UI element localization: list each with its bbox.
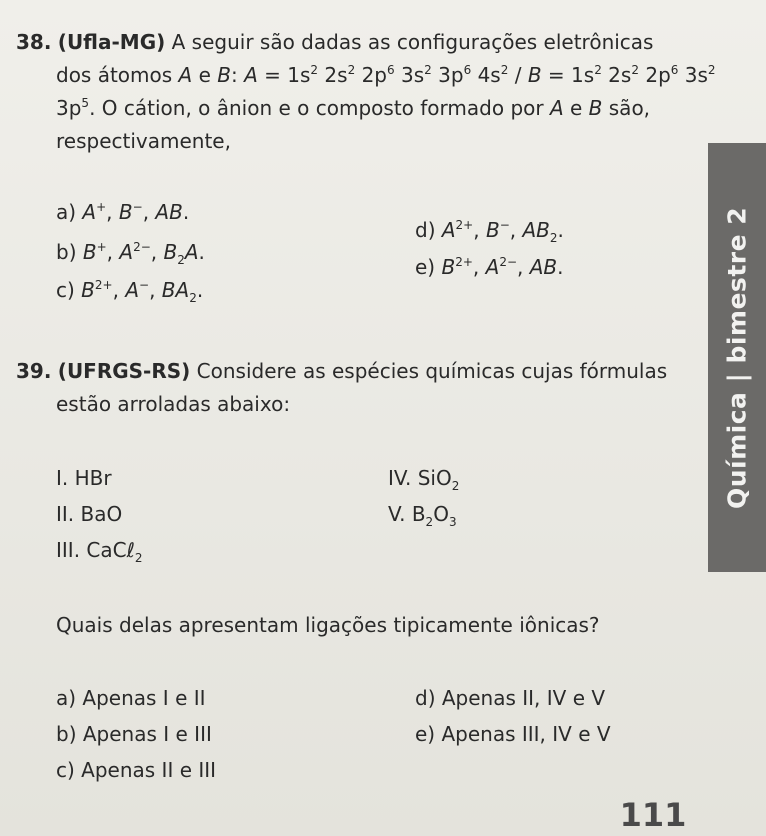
question-39-number: 39.	[16, 359, 52, 383]
question-39-line-2: estão arroladas abaixo:	[56, 392, 291, 416]
option-d-label: d)	[415, 218, 436, 242]
option-c-label: c)	[56, 278, 75, 302]
item-iii-label: III.	[56, 538, 81, 562]
question-38-option-d: d) $A^{2+}$, B−, $AB_2$.	[415, 218, 564, 245]
answer-d: d) Apenas II, IV e V	[415, 686, 606, 710]
item-ii-value: BaO	[80, 502, 123, 526]
question-38-header	[16, 30, 653, 54]
option-b-label: b)	[56, 240, 77, 264]
item-v-label: V.	[388, 502, 406, 526]
item-v: V. $B_2O_3$	[388, 502, 457, 529]
item-ii	[56, 502, 122, 526]
question-38-line-1: A seguir são dadas as configurações eletrônicas	[171, 30, 654, 54]
question-38-option-c: c) $B^{2+}$, A−, $BA_2$.	[56, 278, 204, 305]
answer-c: c) Apenas II e III	[56, 758, 217, 782]
question-39-header	[16, 359, 667, 383]
answer-e: e) Apenas III, IV e V	[415, 722, 611, 746]
page-number: 111	[619, 796, 687, 834]
option-e-label: e)	[415, 255, 436, 279]
answer-b: b) Apenas I e III	[56, 722, 212, 746]
question-38-number: 38.	[16, 30, 52, 54]
item-iv: IV. SiO$_2$	[388, 466, 460, 493]
question-38-line-2-text: dos átomos	[56, 63, 173, 87]
item-iv-label: IV.	[388, 466, 412, 490]
question-38-option-e: e) $B^{2+}$, $A^{2-}$, AB.	[415, 255, 564, 279]
question-38-source: (Ufla-MG)	[57, 30, 166, 54]
question-38-option-b: b) B+, $A^{2-}$, $B_2A$.	[56, 240, 205, 267]
question-38-line-2: dos átomos A e B: $A = 1s^2$ $2s^2$ $2p^6$ $3s^2$ $3p^6$ $4s^2 / B = 1s^2$ $2s^2$ $2p^6$ $3s^2$	[56, 63, 716, 87]
question-38-line-4: respectivamente,	[56, 129, 231, 153]
item-ii-label: II.	[56, 502, 75, 526]
item-i-value: HBr	[74, 466, 112, 490]
question-39-prompt: Quais delas apresentam ligações tipicamente iônicas?	[56, 613, 600, 637]
item-i-label: I.	[56, 466, 69, 490]
section-sidebar-tab	[708, 143, 766, 572]
question-39-source: (UFRGS-RS)	[57, 359, 191, 383]
question-38-line-3-end: são,	[608, 96, 651, 120]
question-38-line-3-text: . O cátion, o ânion e o composto formado por	[89, 96, 544, 120]
sidebar-label: Química | bimestre 2	[722, 206, 752, 509]
answer-a: a) Apenas I e II	[56, 686, 206, 710]
question-38-line-3: $3p^5$. O cátion, o ânion e o composto formado por A e B são,	[56, 96, 651, 120]
question-38-option-a: a) A+, B−, AB.	[56, 200, 190, 224]
item-i	[56, 466, 112, 490]
question-39-line-1: Considere as espécies químicas cujas fórmulas	[196, 359, 668, 383]
option-a-label: a)	[56, 200, 77, 224]
item-iii: III. CaCℓ$_2$	[56, 538, 143, 565]
